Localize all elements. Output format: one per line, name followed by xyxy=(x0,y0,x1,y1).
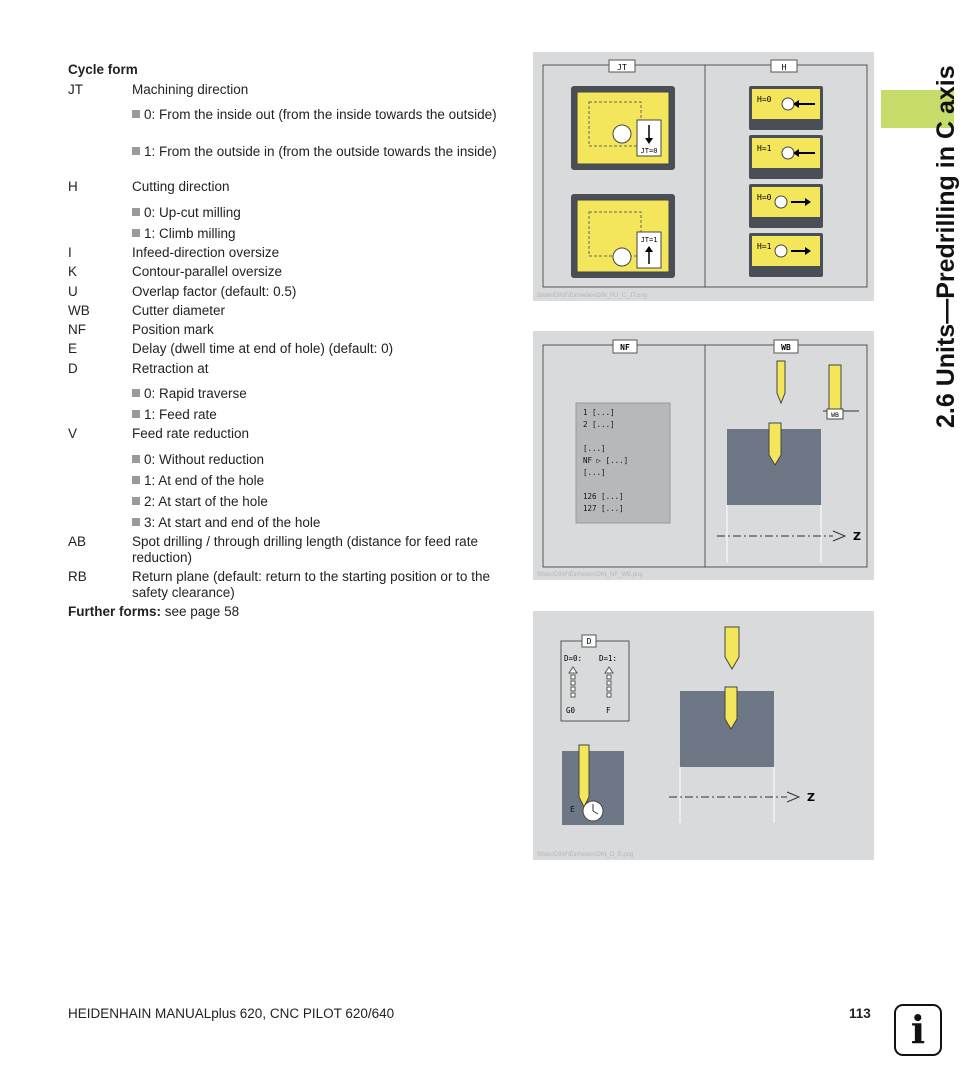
wb-small-label: WB xyxy=(831,411,839,419)
bullet-square-icon xyxy=(132,476,140,484)
param-desc: Return plane (default: return to the starting position or to the safety clearance) xyxy=(132,569,490,600)
label-jt: JT xyxy=(617,63,627,72)
figure-nf-wb-svg xyxy=(533,331,874,580)
param-code: I xyxy=(68,245,72,260)
nf-list-line: NF ▷ [...] xyxy=(583,456,629,465)
option-text: 0: Up-cut milling xyxy=(144,205,241,220)
bullet-square-icon xyxy=(132,518,140,526)
figure-d-e-svg xyxy=(533,611,874,860)
z-axis-label-3: Z xyxy=(807,791,815,804)
param-option xyxy=(132,205,505,221)
param-desc: Contour-parallel oversize xyxy=(132,264,283,279)
param-code: WB xyxy=(68,303,90,318)
bullet-square-icon xyxy=(132,497,140,505)
option-text: 0: Without reduction xyxy=(144,452,265,467)
bullet-square-icon xyxy=(132,110,140,118)
option-text: 0: From the inside out (from the inside towards the outside) xyxy=(144,107,497,122)
nf-list-line: [...] xyxy=(583,468,606,477)
h1-label-a: H=1 xyxy=(757,144,772,153)
further-forms-label: Further forms: xyxy=(68,604,162,619)
h0-label-b: H=0 xyxy=(757,193,772,202)
bullet-square-icon xyxy=(132,147,140,155)
g0-label: G0 xyxy=(566,706,576,715)
nf-list-line: 2 [...] xyxy=(583,420,615,429)
param-code: V xyxy=(68,426,78,441)
param-option xyxy=(132,452,505,468)
jt0-label: JT=0 xyxy=(640,147,658,155)
option-text: 2: At start of the hole xyxy=(144,494,268,509)
nf-list-line: 1 [...] xyxy=(583,408,615,417)
param-desc: Infeed-direction oversize xyxy=(132,245,280,260)
param-code: JT xyxy=(68,82,83,97)
param-code: H xyxy=(68,179,78,194)
figure-d-e-caption: Bilder/DINF/Einheiten/DIN_D_E.png xyxy=(537,852,634,858)
bullet-square-icon xyxy=(132,455,140,463)
label-nf: NF xyxy=(620,343,630,352)
d1-label: D=1: xyxy=(599,654,618,663)
figure-d-e xyxy=(533,611,874,860)
param-option xyxy=(132,473,505,489)
chapter-title-text: 2.6 Units—Predrilling in C axis xyxy=(932,65,960,428)
bullet-square-icon xyxy=(132,229,140,237)
z-axis-label-2: Z xyxy=(853,530,861,543)
figure-nf-wb-caption: Bilder/DINF/Einheiten/DIN_NF_WB.png xyxy=(537,572,643,578)
nf-list-line: [...] xyxy=(583,444,606,453)
info-icon-letter: i xyxy=(910,1007,926,1052)
jt0-tile xyxy=(571,86,675,170)
param-option xyxy=(132,226,505,242)
param-option xyxy=(132,494,505,510)
option-text: 1: Climb milling xyxy=(144,226,236,241)
param-code: D xyxy=(68,361,78,376)
param-code: E xyxy=(68,341,78,356)
param-code: NF xyxy=(68,322,86,337)
param-desc: Machining direction xyxy=(132,82,249,97)
e-label: E xyxy=(570,805,575,814)
jt1-label: JT=1 xyxy=(640,236,658,244)
d0-label: D=0: xyxy=(564,654,583,663)
param-desc: Overlap factor (default: 0.5) xyxy=(132,284,297,299)
param-code: K xyxy=(68,264,78,279)
bullet-square-icon xyxy=(132,208,140,216)
figure-jt-h xyxy=(533,52,874,301)
param-desc: Cutter diameter xyxy=(132,303,226,318)
param-code: U xyxy=(68,284,78,299)
h-tiles xyxy=(749,86,823,277)
option-text: 1: Feed rate xyxy=(144,407,217,422)
f-label: F xyxy=(606,706,611,715)
bullet-square-icon xyxy=(132,389,140,397)
label-h: H xyxy=(781,63,787,72)
bullet-square-icon xyxy=(132,410,140,418)
param-code: RB xyxy=(68,569,87,584)
param-desc: Retraction at xyxy=(132,361,209,376)
param-option xyxy=(132,407,505,423)
h0-label-a: H=0 xyxy=(757,95,772,104)
param-option xyxy=(132,107,505,123)
option-text: 1: At end of the hole xyxy=(144,473,265,488)
param-option xyxy=(132,386,505,402)
figure-jt-h-caption: Bilder/DINF/Einheiten/DIN_PU_C_JT.png xyxy=(537,293,648,299)
param-option xyxy=(132,144,505,160)
figure-nf-wb xyxy=(533,331,874,580)
param-desc: Feed rate reduction xyxy=(132,426,250,441)
chapter-title xyxy=(892,58,960,438)
label-d: D xyxy=(586,637,592,646)
further-forms-link[interactable]: see page 58 xyxy=(161,604,240,619)
footer-title: HEIDENHAIN MANUALplus 620, CNC PILOT 620/640 xyxy=(68,1006,395,1021)
param-option xyxy=(132,515,505,531)
further-forms xyxy=(68,604,239,620)
h1-label-b: H=1 xyxy=(757,242,772,251)
option-text: 0: Rapid traverse xyxy=(144,386,247,401)
nf-list-line: 127 [...] xyxy=(583,504,624,513)
param-desc: Spot drilling / through drilling length (distance for feed rate reduction) xyxy=(132,534,478,565)
page-number: 113 xyxy=(849,1006,871,1021)
section-heading: Cycle form xyxy=(68,62,138,77)
figure-jt-h-svg xyxy=(533,52,874,301)
option-text: 3: At start and end of the hole xyxy=(144,515,321,530)
param-desc: Position mark xyxy=(132,322,214,337)
param-code: AB xyxy=(68,534,87,549)
param-desc: Cutting direction xyxy=(132,179,230,194)
jt1-tile xyxy=(571,194,675,278)
info-icon xyxy=(894,1004,942,1056)
param-desc: Delay (dwell time at end of hole) (default: 0) xyxy=(132,341,394,356)
option-text: 1: From the outside in (from the outside towards the inside) xyxy=(144,144,497,159)
label-wb: WB xyxy=(781,343,791,352)
nf-list-line: 126 [...] xyxy=(583,492,624,501)
